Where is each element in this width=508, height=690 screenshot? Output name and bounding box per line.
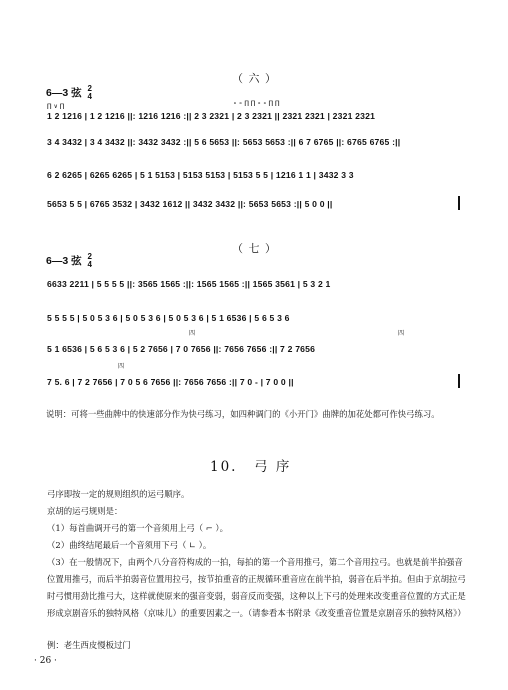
- body-paragraph-6: 例：老生西皮慢板过门: [47, 640, 131, 650]
- section6-tuning-label: 6—3 弦: [46, 87, 82, 99]
- explanation-note: 说明：可将一些曲牌中的快速部分作为快弓练习，如四种调门的《小开门》曲牌的加花处都可作快弓练习。: [46, 409, 440, 419]
- chapter-number: 10.: [210, 459, 238, 475]
- section7-row-1: 6633 2211 | 5 5 5 5 ||: 3565 1565 :||: 1565 1565 :|| 1565 3561 | 5 3 2 1: [47, 279, 331, 289]
- section7-row-2: 5 5 5 5 | 5 0 5 3 6 | 5 0 5 3 6 | 5 0 5 3 6 | 5 1 6536 | 5 6 5 3 6: [47, 313, 290, 323]
- section7-heading: （ 七 ）: [232, 242, 277, 255]
- body-paragraph-2: 京胡的运弓规则是：: [47, 506, 123, 516]
- body-paragraph-4: （2）曲终结尾最后一个音须用下弓（ ∟ ）。: [47, 540, 212, 550]
- section6-row-3: 6 2 6265 | 6265 6265 | 5 1 5153 | 5153 5153 | 5153 5 5 | 1216 1 1 | 3432 3 3: [47, 170, 354, 180]
- body-paragraph-5: （3）在一般情况下，由两个八分音符构成的一拍，每拍的第一个音用推弓，第二个音用拉弓。也就是前半拍强音位置用推弓，而后半拍弱音位置用拉弓，按节拍重音的正规循环重音应在前半拍，弱音在后半拍。但由于京胡拉弓时弓惯用劲比推弓大，这样就使原来的强音变弱，弱音反而变强，这种以上下弓的处理来改变重音位置的方式正是形成京剧音乐的独特风格（京味儿）的重要因素之一。（请参看本书附录《改变重音位置是京剧音乐的独特风格》）: [47, 557, 466, 618]
- section7-tuning-label: 6—3 弦: [46, 255, 82, 267]
- section6-time-numerator: 2: [87, 84, 92, 94]
- section7-row-3: 5 1 6536 | 5 6 5 3 6 | 5 2 7656 | 7 0 7656 ||: 7656 7656 :|| 7 2 7656: [47, 344, 316, 354]
- section6-bowing-marks-a: ∏ ∨ ∏: [47, 103, 65, 110]
- section7-time-signature: [88, 253, 92, 269]
- section7-tuning: [46, 253, 92, 269]
- section7-time-numerator: 2: [87, 252, 92, 262]
- section7-time-denominator: 4: [87, 260, 92, 270]
- section7-mark-si-1: 四: [189, 330, 196, 337]
- body-paragraph-3: （1）每首曲调开弓的第一个音须用上弓（ ⌐ ）。: [47, 523, 228, 533]
- section6-heading: （ 六 ）: [232, 72, 277, 85]
- section6-time-denominator: 4: [87, 92, 92, 102]
- body-paragraph-1: 弓序即按一定的规则组织的运弓顺序。: [47, 489, 190, 499]
- chapter-title: 弓 序: [254, 459, 292, 475]
- chapter-heading: [210, 455, 291, 475]
- section6-final-barline: [458, 196, 460, 210]
- section7-row-4: 7 5. 6 | 7 2 7656 | 7 0 5 6 7656 ||: 7656 7656 :|| 7 0 - | 7 0 0 ||: [47, 377, 294, 387]
- section6-row-4: 5653 5 5 | 6765 3532 | 3432 1612 || 3432 3432 ||: 5653 5653 :|| 5 0 0 ||: [47, 199, 333, 209]
- section6-time-signature: [88, 85, 92, 101]
- section6-row-2: 3 4 3432 | 3 4 3432 ||: 3432 3432 :|| 5 6 5653 ||: 5653 5653 :|| 6 7 6765 ||: 6765 6765 :||: [47, 137, 401, 147]
- section7-mark-si-2: 四: [398, 330, 405, 337]
- section6-bowing-marks-b: ∘ ∘ ∏ ∏ ∘ ∘ ∏ ∏: [233, 100, 280, 107]
- page-number: · 26 ·: [34, 656, 57, 666]
- section6-tuning: [46, 85, 92, 101]
- section6-row-1: 1 2 1216 | 1 2 1216 ||: 1216 1216 :|| 2 3 2321 | 2 3 2321 || 2321 2321 | 2321 2321: [47, 111, 376, 121]
- section7-final-barline: [458, 374, 460, 388]
- section7-mark-si-3: 四: [118, 363, 125, 370]
